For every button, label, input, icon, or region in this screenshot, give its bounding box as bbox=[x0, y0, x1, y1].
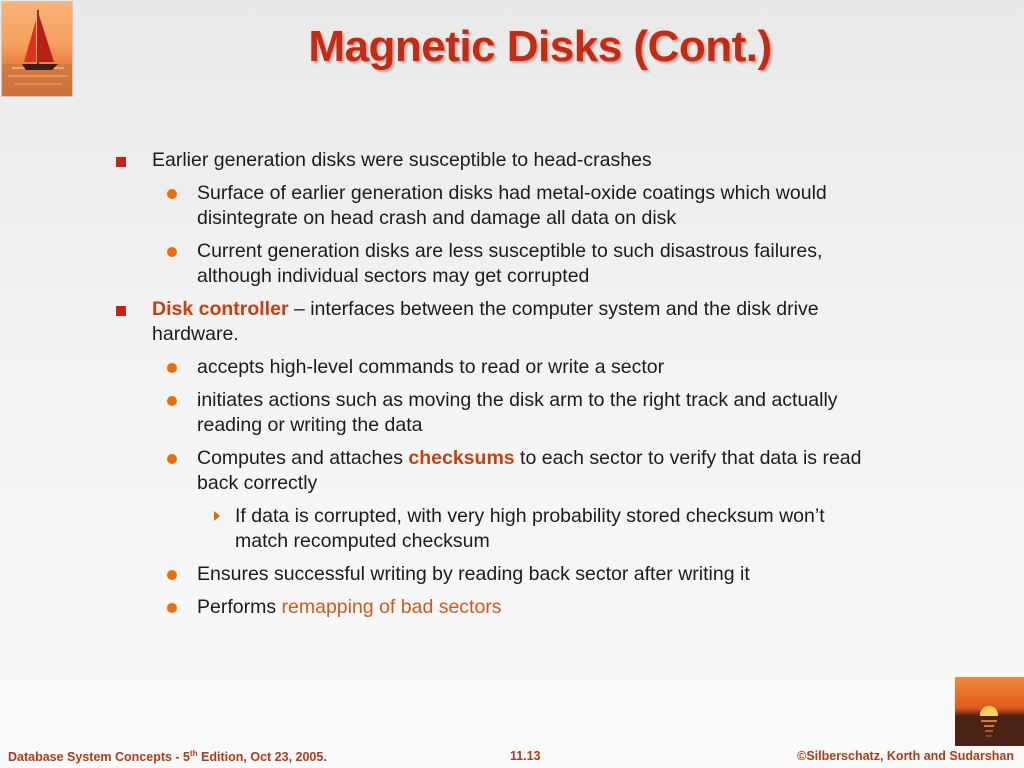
bullet-text: If data is corrupted, with very high probability stored checksum won’t match recomputed checksum bbox=[235, 505, 825, 552]
footer-superscript: th bbox=[190, 749, 198, 758]
round-bullet-icon bbox=[167, 247, 177, 257]
bullet-head-crashes bbox=[112, 148, 882, 173]
subbullet-metal-oxide bbox=[112, 181, 882, 231]
term-remapping: remapping of bad sectors bbox=[281, 596, 502, 618]
bullet-text: Surface of earlier generation disks had metal-oxide coatings which would disintegrate on head crash and damage all data on disk bbox=[197, 182, 827, 229]
subbullet-initiates-actions bbox=[112, 388, 882, 438]
round-bullet-icon bbox=[167, 454, 177, 464]
square-bullet-icon bbox=[116, 157, 126, 167]
subsubbullet-corrupted-data bbox=[112, 504, 882, 554]
footer-slide-number: 11.13 bbox=[510, 749, 541, 763]
subbullet-current-generation bbox=[112, 239, 882, 289]
subbullet-successful-writing bbox=[112, 562, 882, 587]
bullet-text: Computes and attaches bbox=[197, 447, 409, 469]
bullet-text: initiates actions such as moving the disk arm to the right track and actually reading or writing the data bbox=[197, 389, 838, 436]
slide-footer bbox=[0, 746, 1024, 768]
footer-copyright: ©Silberschatz, Korth and Sudarshan bbox=[797, 749, 1014, 763]
slide-title: Magnetic Disks (Cont.) bbox=[308, 22, 772, 71]
round-bullet-icon bbox=[167, 603, 177, 613]
bullet-text: Ensures successful writing by reading back sector after writing it bbox=[197, 563, 750, 585]
bullet-disk-controller bbox=[112, 297, 882, 347]
triangle-bullet-icon bbox=[214, 511, 220, 521]
bullet-text: accepts high-level commands to read or write a sector bbox=[197, 356, 665, 378]
subbullet-checksums bbox=[112, 446, 882, 496]
bullet-text: Performs bbox=[197, 596, 282, 618]
slide-content bbox=[112, 140, 882, 620]
subbullet-remapping bbox=[112, 595, 882, 620]
footer-edition-date: Edition, Oct 23, 2005. bbox=[197, 750, 327, 765]
bullet-text: to each sector to verify that data is read back correctly bbox=[197, 447, 862, 494]
round-bullet-icon bbox=[167, 363, 177, 373]
bullet-text: Earlier generation disks were susceptible to head-crashes bbox=[152, 149, 652, 171]
bullet-text: Current generation disks are less susceptible to such disastrous failures, although individual sectors may get corrupted bbox=[197, 240, 823, 287]
subbullet-accepts-commands bbox=[112, 355, 882, 380]
term-disk-controller: Disk controller bbox=[152, 298, 289, 320]
round-bullet-icon bbox=[167, 396, 177, 406]
term-checksums: checksums bbox=[408, 447, 515, 469]
sailboat-logo-icon bbox=[1, 1, 73, 97]
sunset-image-icon bbox=[955, 677, 1024, 746]
bullet-text: – interfaces between the computer system and the disk drive hardware. bbox=[152, 298, 819, 345]
round-bullet-icon bbox=[167, 189, 177, 199]
footer-book-title bbox=[8, 749, 327, 764]
footer-book-title-text: Database System Concepts - 5 bbox=[8, 750, 191, 765]
square-bullet-icon bbox=[116, 306, 126, 316]
round-bullet-icon bbox=[167, 570, 177, 580]
